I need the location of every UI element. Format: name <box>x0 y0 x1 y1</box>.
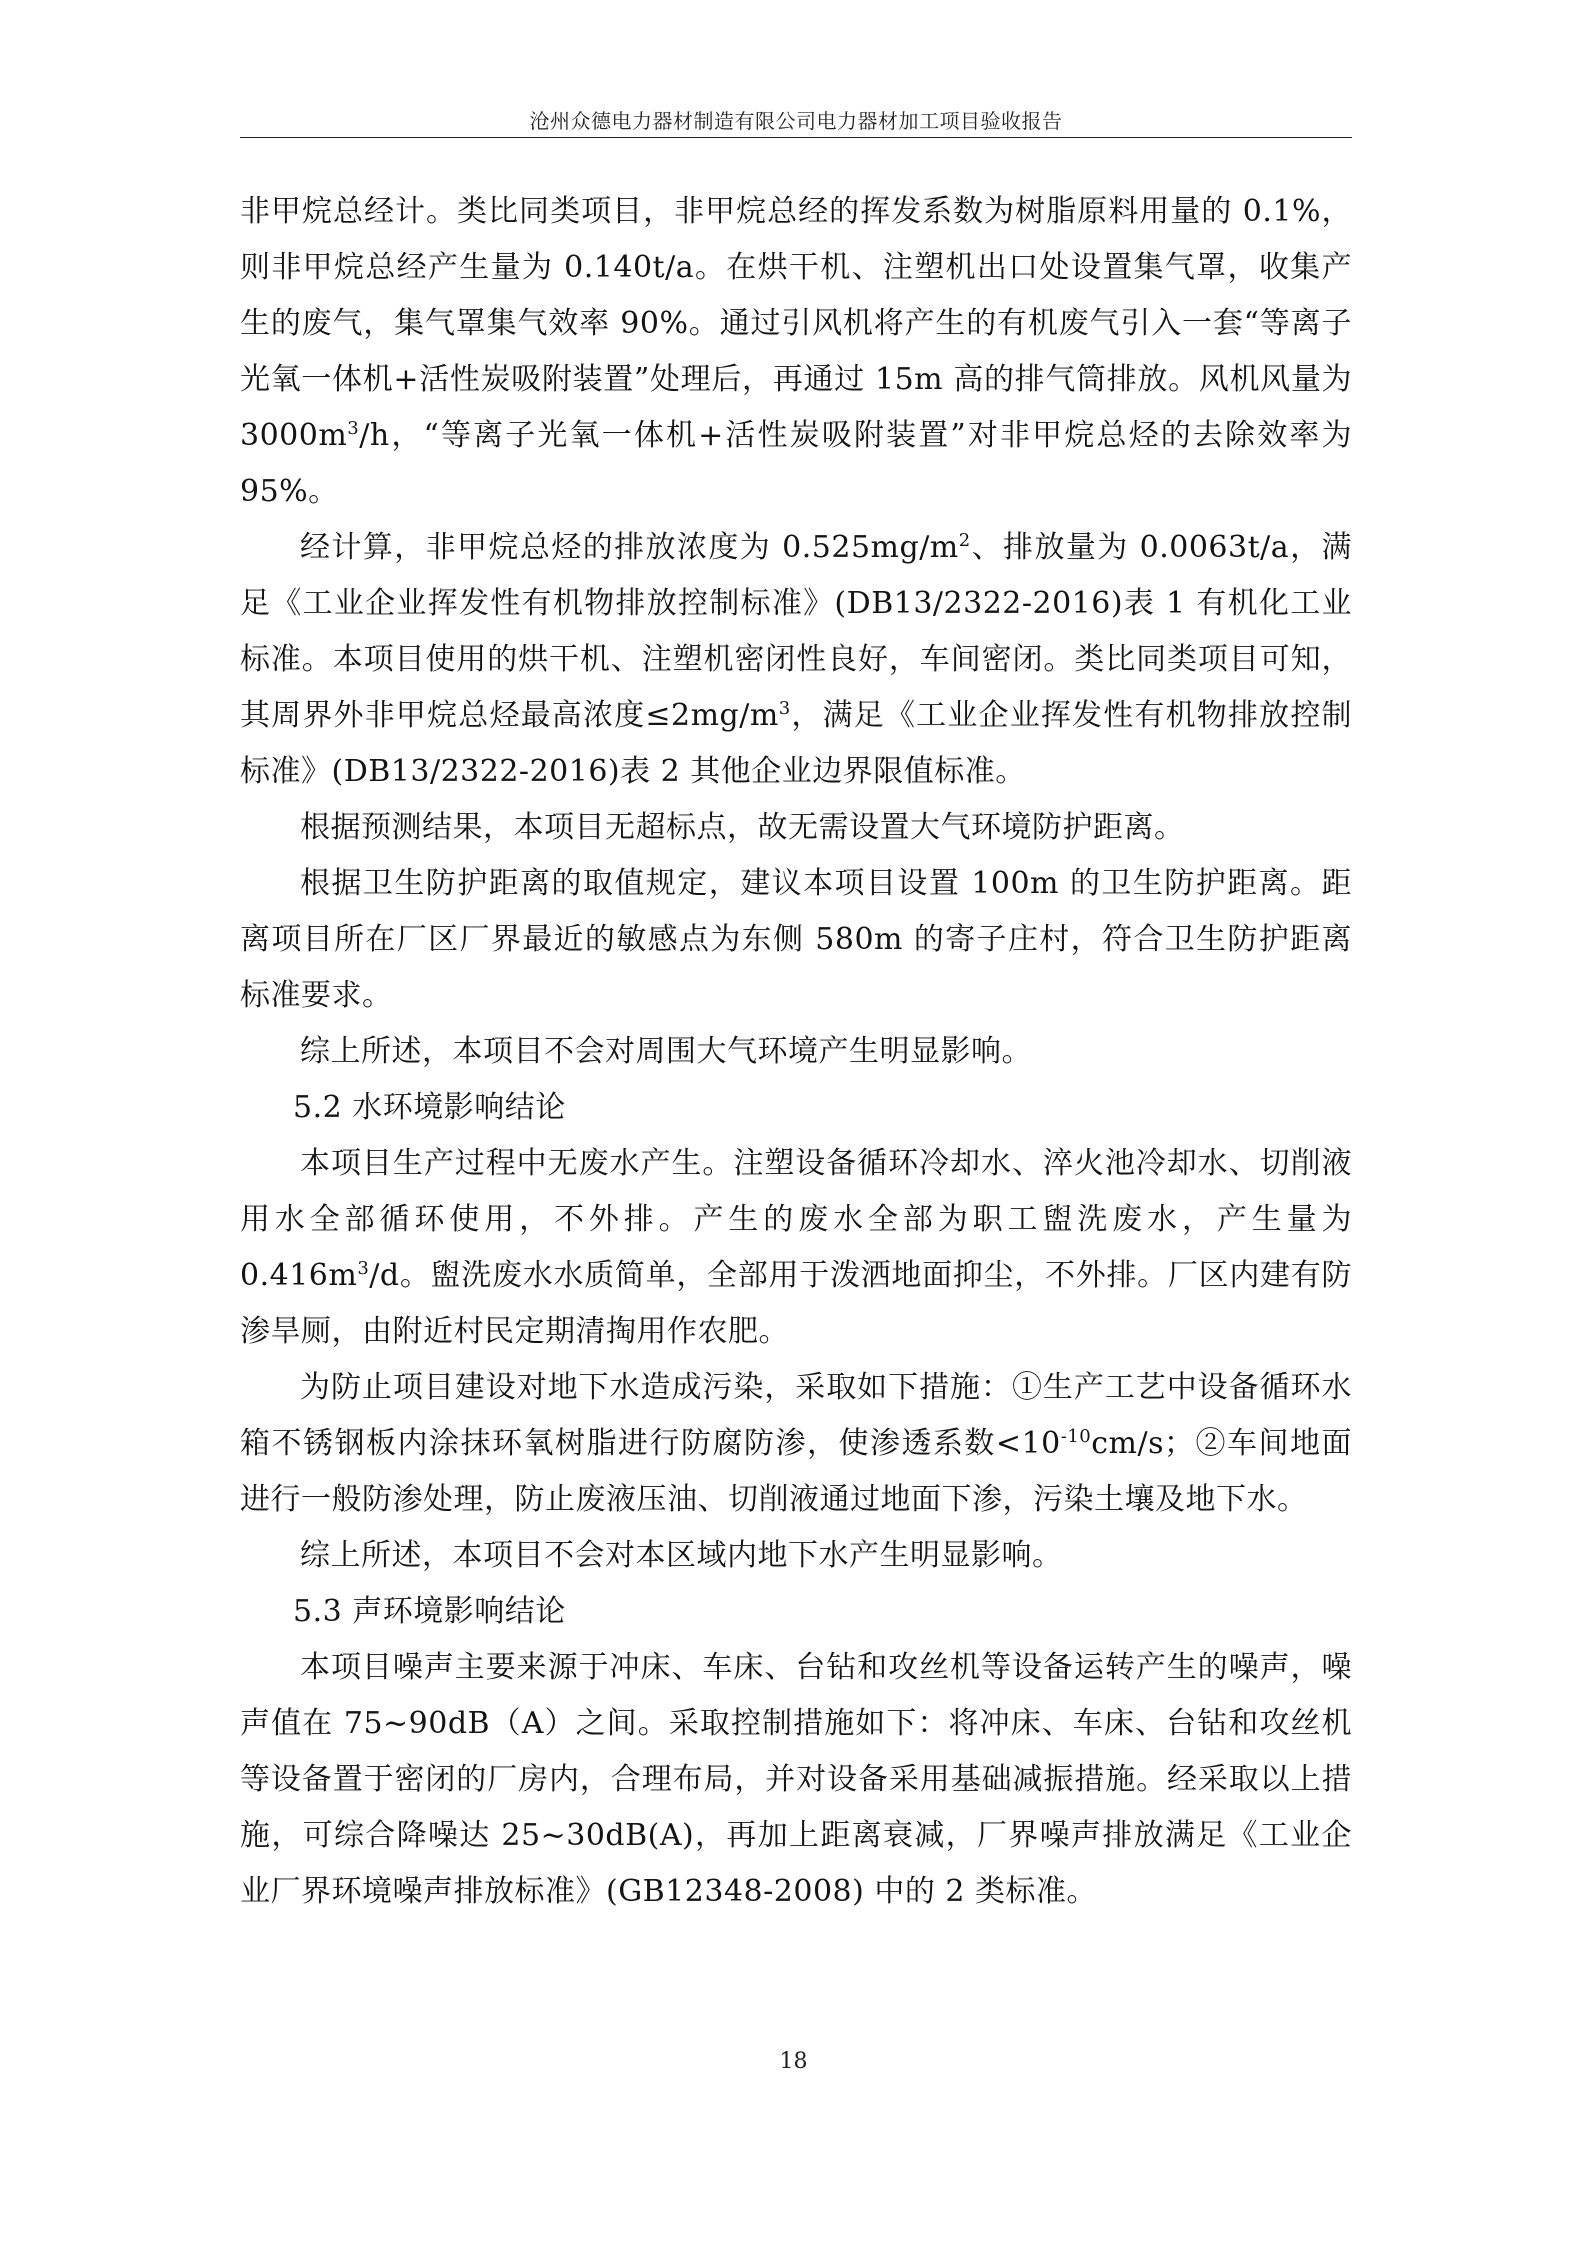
section-heading-noise: 5.3 声环境影响结论 <box>293 1594 566 1629</box>
paragraph-text: 为防止项目建设对地下水造成污染，采取如下措施：①生产工艺中设备循环水箱不锈钢板内涂抹环氧树脂进行防腐防渗，使渗透系数<10 <box>240 1370 1352 1461</box>
paragraph-text: /d。盥洗废水水质简单，全部用于泼洒地面抑尘，不外排。厂区内建有防渗旱厕，由附近村民定期清掏用作农肥。 <box>240 1258 1352 1349</box>
superscript: 3 <box>357 1258 370 1279</box>
paragraph-water-conclusion: 综上所述，本项目不会对本区域内地下水产生明显影响。 <box>300 1538 1063 1573</box>
section-heading-water: 5.2 水环境影响结论 <box>293 1090 566 1125</box>
paragraph-text: 本项目生产过程中无废水产生。注塑设备循环冷却水、淬火池冷却水、切削液用水全部循环使用，不外排。产生的废水全部为职工盥洗废水，产生量为 0.416m <box>240 1146 1352 1293</box>
paragraph-text: ，满足《工业企业挥发性有机物排放控制标准》(DB13/2322-2016)表 2 其他企业边界限值标准。 <box>240 698 1353 789</box>
paragraph-wastewater <box>240 1136 1352 1360</box>
paragraph-emission-concentration <box>240 520 1352 800</box>
superscript: 2 <box>958 530 971 551</box>
paragraph-air-conclusion: 综上所述，本项目不会对周围大气环境产生明显影响。 <box>300 1034 1032 1069</box>
paragraph-text: 经计算，非甲烷总烃的排放浓度为 0.525mg/m <box>300 530 959 565</box>
paragraph-groundwater-measures <box>240 1360 1352 1528</box>
paragraph-sanitary-protection: 根据卫生防护距离的取值规定，建议本项目设置 100m 的卫生防护距离。距离项目所在厂区厂界最近的敏感点为东侧 580m 的寄子庄村，符合卫生防护距离标准要求。 <box>240 866 1352 1013</box>
paragraph-text: /h，“等离子光氧一体机+活性炭吸附装置”对非甲烷总烃的去除效率为 95%。 <box>240 418 1352 509</box>
page-number: 18 <box>779 2049 808 2074</box>
paragraph-noise: 本项目噪声主要来源于冲床、车床、台钻和攻丝机等设备运转产生的噪声，噪声值在 75~90dB（A）之间。采取控制措施如下：将冲床、车床、台钻和攻丝机等设备置于密闭的厂房内，合理布局，并对设备采用基础减振措施。经采取以上措施，可综合降噪达 25~30dB(A)，再加上距离衰减，厂界噪声排放满足《工业企业厂界环境噪声排放标准》(GB12348-2008) 中的 2 类标准。 <box>240 1650 1352 1909</box>
paragraph-atmospheric-protection: 根据预测结果，本项目无超标点，故无需设置大气环境防护距离。 <box>300 810 1185 845</box>
running-header: 沧州众德电力器材制造有限公司电力器材加工项目验收报告 <box>529 109 1063 133</box>
paragraph-text: cm/s；②车间地面进行一般防渗处理，防止废液压油、切削液通过地面下渗，污染土壤及地下水。 <box>240 1426 1352 1517</box>
superscript: 3 <box>778 698 791 719</box>
superscript: -10 <box>1060 1426 1092 1447</box>
document-body <box>240 184 1352 1920</box>
paragraph-emission-statistics <box>240 184 1352 520</box>
paragraph-text: 、排放量为 0.0063t/a，满足《工业企业挥发性有机物排放控制标准》(DB13/2322-2016)表 1 有机化工业标准。本项目使用的烘干机、注塑机密闭性良好，车间密闭。类比同类项目可知，其周界外非甲烷总烃最高浓度≤2mg/m <box>240 530 1352 733</box>
superscript: 3 <box>347 418 360 439</box>
paragraph-text: 非甲烷总经计。类比同类项目，非甲烷总经的挥发系数为树脂原料用量的 0.1%，则非甲烷总经产生量为 0.140t/a。在烘干机、注塑机出口处设置集气罩，收集产生的废气，集气罩集气效率 90%。通过引风机将产生的有机废气引入一套“等离子光氧一体机+活性炭吸附装置”处理后，再通过 15m 高的排气筒排放。风机风量为 3000m <box>240 194 1352 453</box>
header-divider <box>240 137 1352 138</box>
